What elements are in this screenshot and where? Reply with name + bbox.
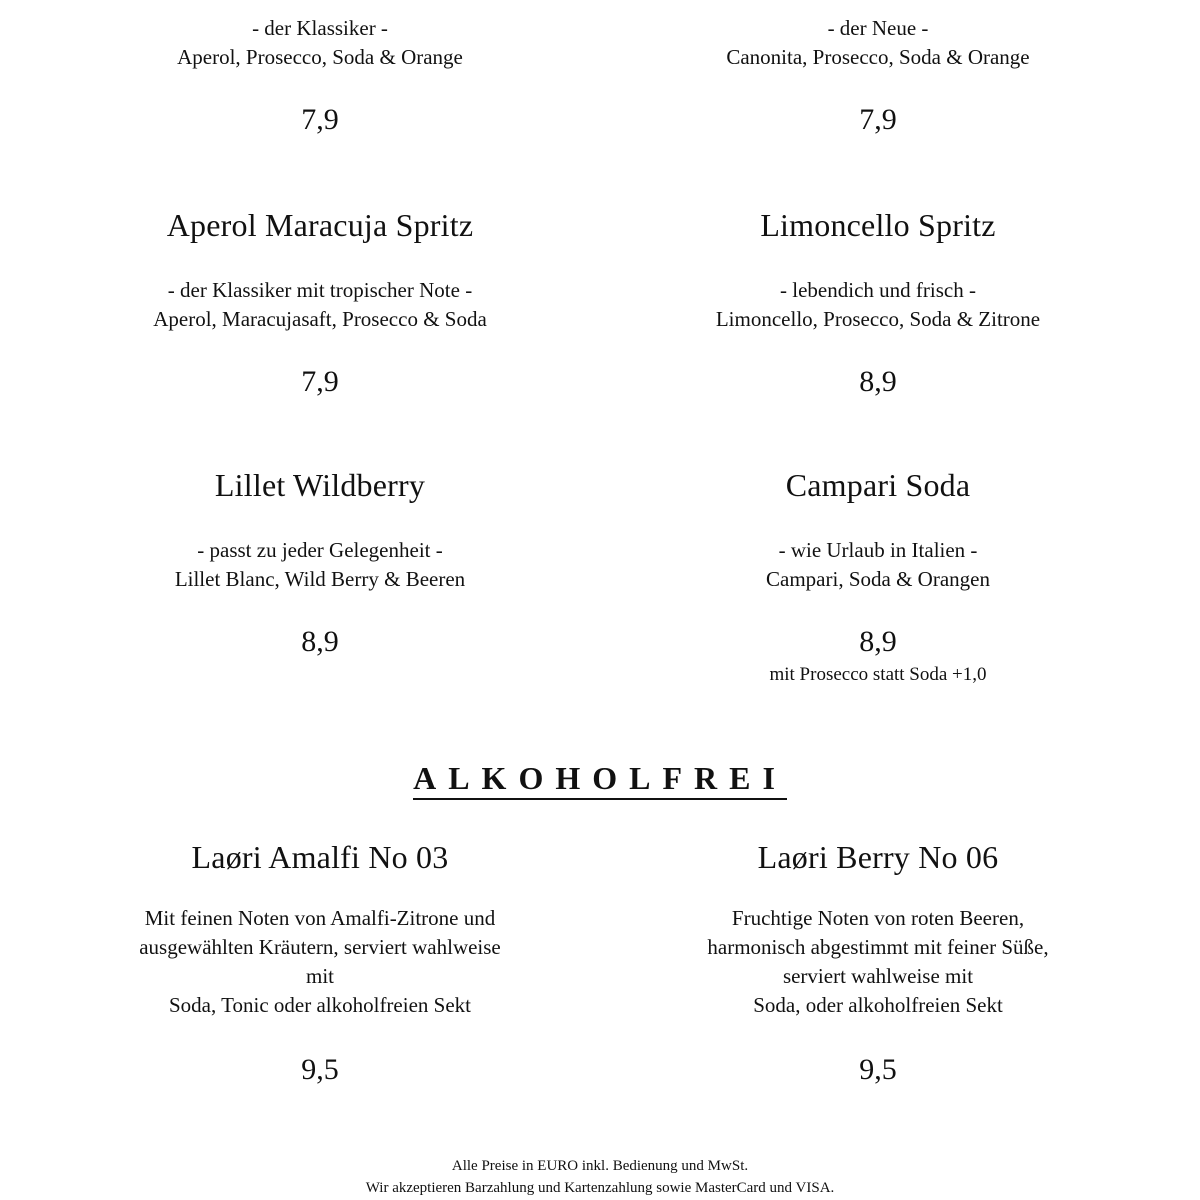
menu-item-top-right: [598, 14, 1158, 138]
menu-item-lillet: [40, 466, 600, 660]
item-price: 8,9: [301, 625, 339, 658]
section-title-text: ALKOHOLFREI: [413, 760, 787, 800]
item-ingredients: Lillet Blanc, Wild Berry & Beeren: [174, 567, 466, 591]
footer-price-note: Alle Preise in EURO inkl. Bedienung und MwSt.: [451, 1158, 749, 1174]
item-name: Laøri Amalfi No 03: [191, 839, 449, 875]
item-ingredients: Aperol, Prosecco, Soda & Orange: [177, 45, 463, 69]
item-tagline: - der Klassiker mit tropischer Note -: [167, 278, 473, 302]
item-tagline: - lebendich und frisch -: [780, 278, 976, 302]
item-tagline: - der Neue -: [827, 16, 929, 40]
item-description-line: harmonisch abgestimmt mit feiner Süße,: [707, 935, 1049, 959]
item-description-line: serviert wahlweise mit: [782, 964, 974, 988]
item-tagline: - der Klassiker -: [252, 16, 388, 40]
item-name: Lillet Wildberry: [214, 467, 426, 503]
menu-item-aperol-maracuja: [40, 206, 600, 400]
item-price: 8,9: [859, 625, 897, 658]
item-description-line: mit: [305, 964, 334, 988]
item-description-line: Fruchtige Noten von roten Beeren,: [731, 906, 1025, 930]
item-note: mit Prosecco statt Soda +1,0: [769, 664, 987, 685]
menu-item-limoncello: [598, 206, 1158, 400]
item-ingredients: Aperol, Maracujasaft, Prosecco & Soda: [153, 307, 487, 331]
item-price: 7,9: [301, 103, 339, 136]
item-price: 9,5: [301, 1053, 339, 1086]
item-ingredients: Limoncello, Prosecco, Soda & Zitrone: [715, 307, 1041, 331]
item-price: 7,9: [301, 365, 339, 398]
item-tagline: - wie Urlaub in Italien -: [778, 538, 978, 562]
footer: [0, 1155, 1200, 1199]
menu-item-laori-berry: [598, 838, 1158, 1088]
item-tagline: - passt zu jeder Gelegenheit -: [197, 538, 443, 562]
footer-payment-note: Wir akzeptieren Barzahlung und Kartenzahlung sowie MasterCard und VISA.: [365, 1180, 835, 1196]
item-description-line: ausgewählten Kräutern, serviert wahlweise: [139, 935, 501, 959]
item-ingredients: Canonita, Prosecco, Soda & Orange: [726, 45, 1030, 69]
item-ingredients: Campari, Soda & Orangen: [766, 567, 990, 591]
item-description-line: Soda, oder alkoholfreien Sekt: [753, 993, 1003, 1017]
menu-item-top-left: [40, 14, 600, 138]
item-description-line: Mit feinen Noten von Amalfi-Zitrone und: [144, 906, 496, 930]
item-price: 7,9: [859, 103, 897, 136]
item-name: Laøri Berry No 06: [757, 839, 999, 875]
item-description-line: Soda, Tonic oder alkoholfreien Sekt: [169, 993, 471, 1017]
item-name: Limoncello Spritz: [760, 207, 996, 243]
section-title: [0, 758, 1200, 798]
item-name: Campari Soda: [785, 467, 971, 503]
item-price: 9,5: [859, 1053, 897, 1086]
item-name: Aperol Maracuja Spritz: [166, 207, 474, 243]
menu-item-campari: [598, 466, 1158, 687]
menu-item-laori-amalfi: [40, 838, 600, 1088]
item-price: 8,9: [859, 365, 897, 398]
